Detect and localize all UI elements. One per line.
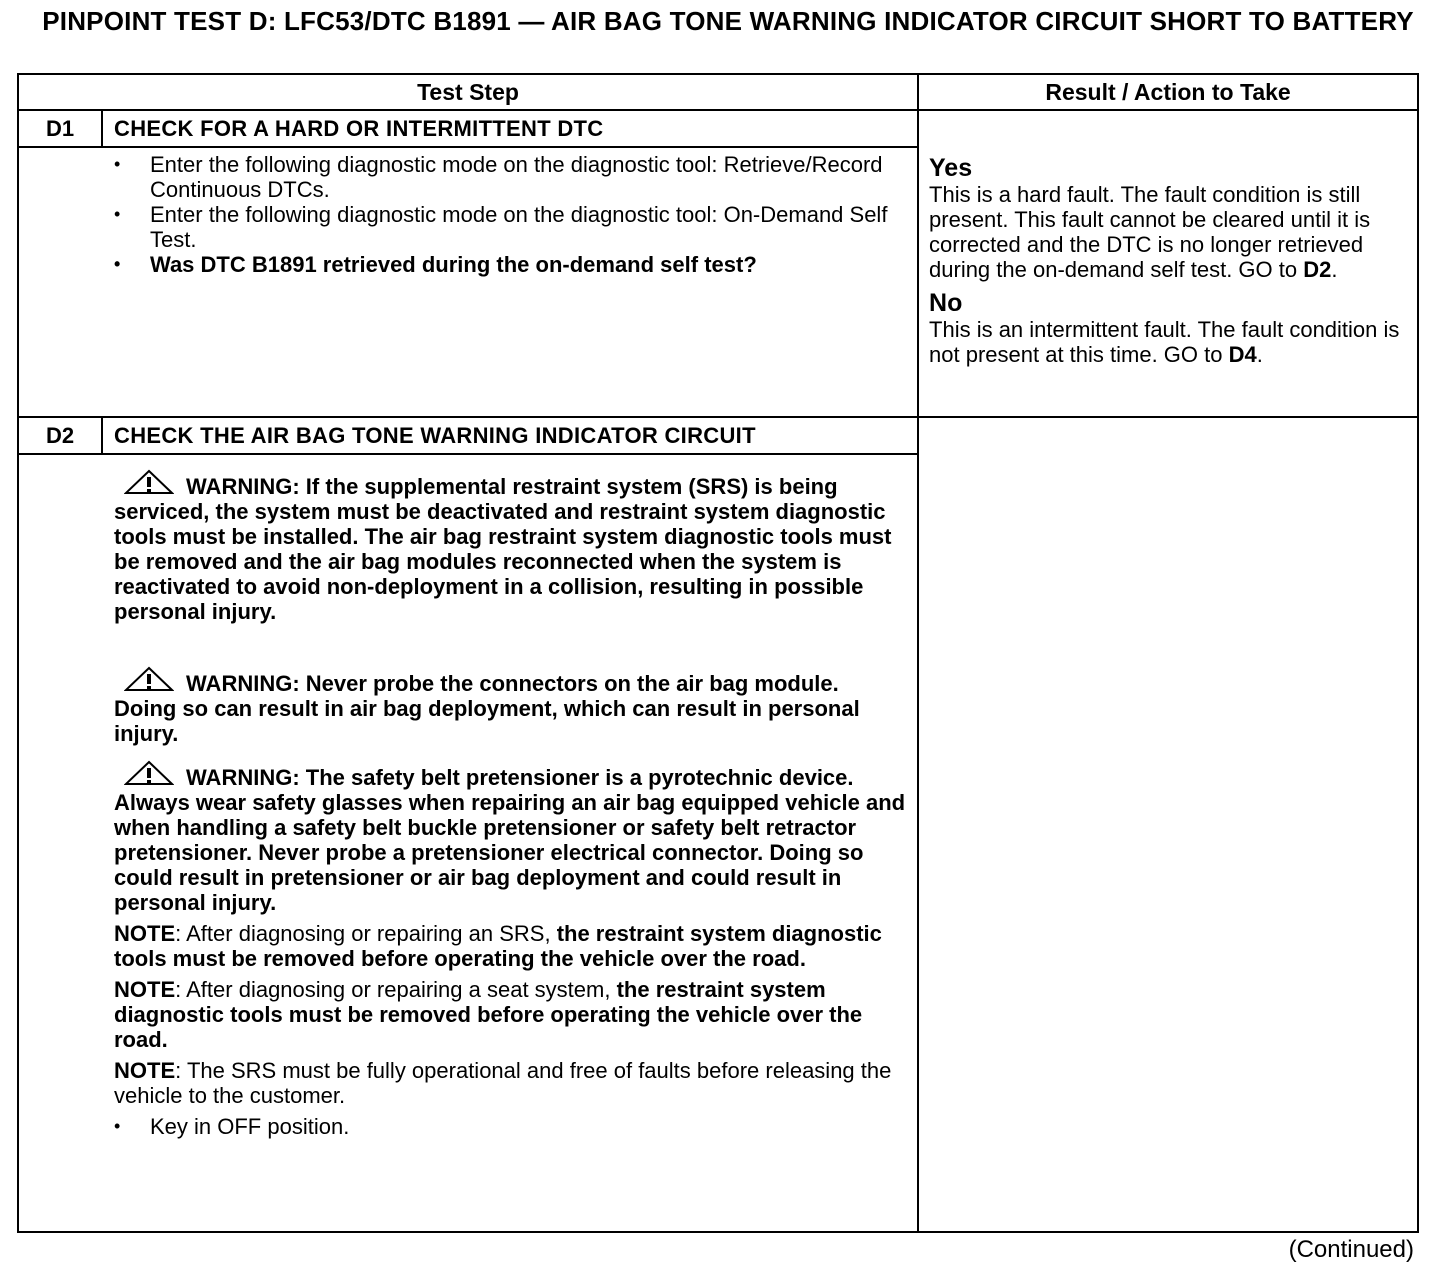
warning-block: WARNING: The safety belt pretensioner is a pyrotechnic device. Always wear safety glasses when repairing an air bag equipped vehicle and when handling a safety belt buckle pretensioner or safety belt retractor pretensioner. Never probe a pretensioner electrical connector. Doing so could result in pretensioner or air bag deployment and could result in personal injury. [102, 760, 917, 915]
step-title: CHECK THE AIR BAG TONE WARNING INDICATOR CIRCUIT [102, 417, 918, 454]
continued-label: (Continued) [1288, 1236, 1414, 1263]
result-label: Yes [929, 154, 973, 182]
step-result-cell [918, 417, 1418, 1232]
step-result-cell [918, 110, 1418, 417]
note-block: NOTE: The SRS must be fully operational and free of faults before releasing the vehicle to the customer. [114, 1058, 892, 1108]
page-title: PINPOINT TEST D: LFC53/DTC B1891 — AIR BAG TONE WARNING INDICATOR CIRCUIT SHORT TO BATTERY [42, 6, 1414, 36]
step-body [102, 147, 918, 417]
goto-step: D4 [1228, 342, 1257, 367]
warning-triangle-icon [124, 666, 174, 692]
step-title-row [18, 417, 1418, 454]
result-text: This is an intermittent fault. The fault condition is not present at this time. GO to D4. [929, 317, 1400, 367]
test-step-header: Test Step [18, 74, 918, 110]
note-block: NOTE: After diagnosing or repairing an SRS, the restraint system diagnostic tools must be removed before operating the vehicle over the road. [114, 921, 882, 971]
list-item: • Enter the following diagnostic mode on the diagnostic tool: On-Demand Self Test. [114, 202, 917, 252]
list-item: • Enter the following diagnostic mode on the diagnostic tool: Retrieve/Record Continuous DTCs. [114, 152, 917, 202]
pinpoint-test-table [17, 73, 1419, 1233]
step-title-row [18, 110, 1418, 147]
step-body [102, 454, 918, 1232]
list-item: • Was DTC B1891 retrieved during the on-demand self test? [114, 252, 917, 277]
result-yes [929, 155, 1407, 282]
warning-triangle-icon [124, 760, 174, 786]
table-header-row [18, 74, 1418, 110]
goto-step: D2 [1303, 257, 1332, 282]
result-label: No [929, 289, 963, 317]
step-title: CHECK FOR A HARD OR INTERMITTENT DTC [102, 110, 918, 147]
step-bullets [102, 1114, 917, 1139]
result-text: This is a hard fault. The fault condition is still present. This fault cannot be cleared until it is corrected and the DTC is no longer retrieved during the on-demand self test. GO to D2. [929, 182, 1371, 282]
step-id: D1 [18, 110, 102, 147]
result-header: Result / Action to Take [918, 74, 1418, 110]
warning-triangle-icon [124, 469, 174, 495]
warning-block: WARNING: If the supplemental restraint system (SRS) is being serviced, the system must be deactivated and restraint system diagnostic tools must be installed. The air bag restraint system diagnostic tools must be removed and the air bag modules reconnected when the system is reactivated to avoid non-deployment in a collision, resulting in possible personal injury. [102, 469, 917, 624]
step-bullets [102, 152, 917, 277]
list-item: • Key in OFF position. [114, 1114, 917, 1139]
result-no [929, 290, 1407, 367]
warning-block: WARNING: Never probe the connectors on the air bag module. Doing so can result in air bag deployment, which can result in personal injury. [102, 666, 917, 746]
note-block: NOTE: After diagnosing or repairing a seat system, the restraint system diagnostic tools must be removed before operating the vehicle over the road. [114, 977, 863, 1052]
step-id: D2 [18, 417, 102, 454]
